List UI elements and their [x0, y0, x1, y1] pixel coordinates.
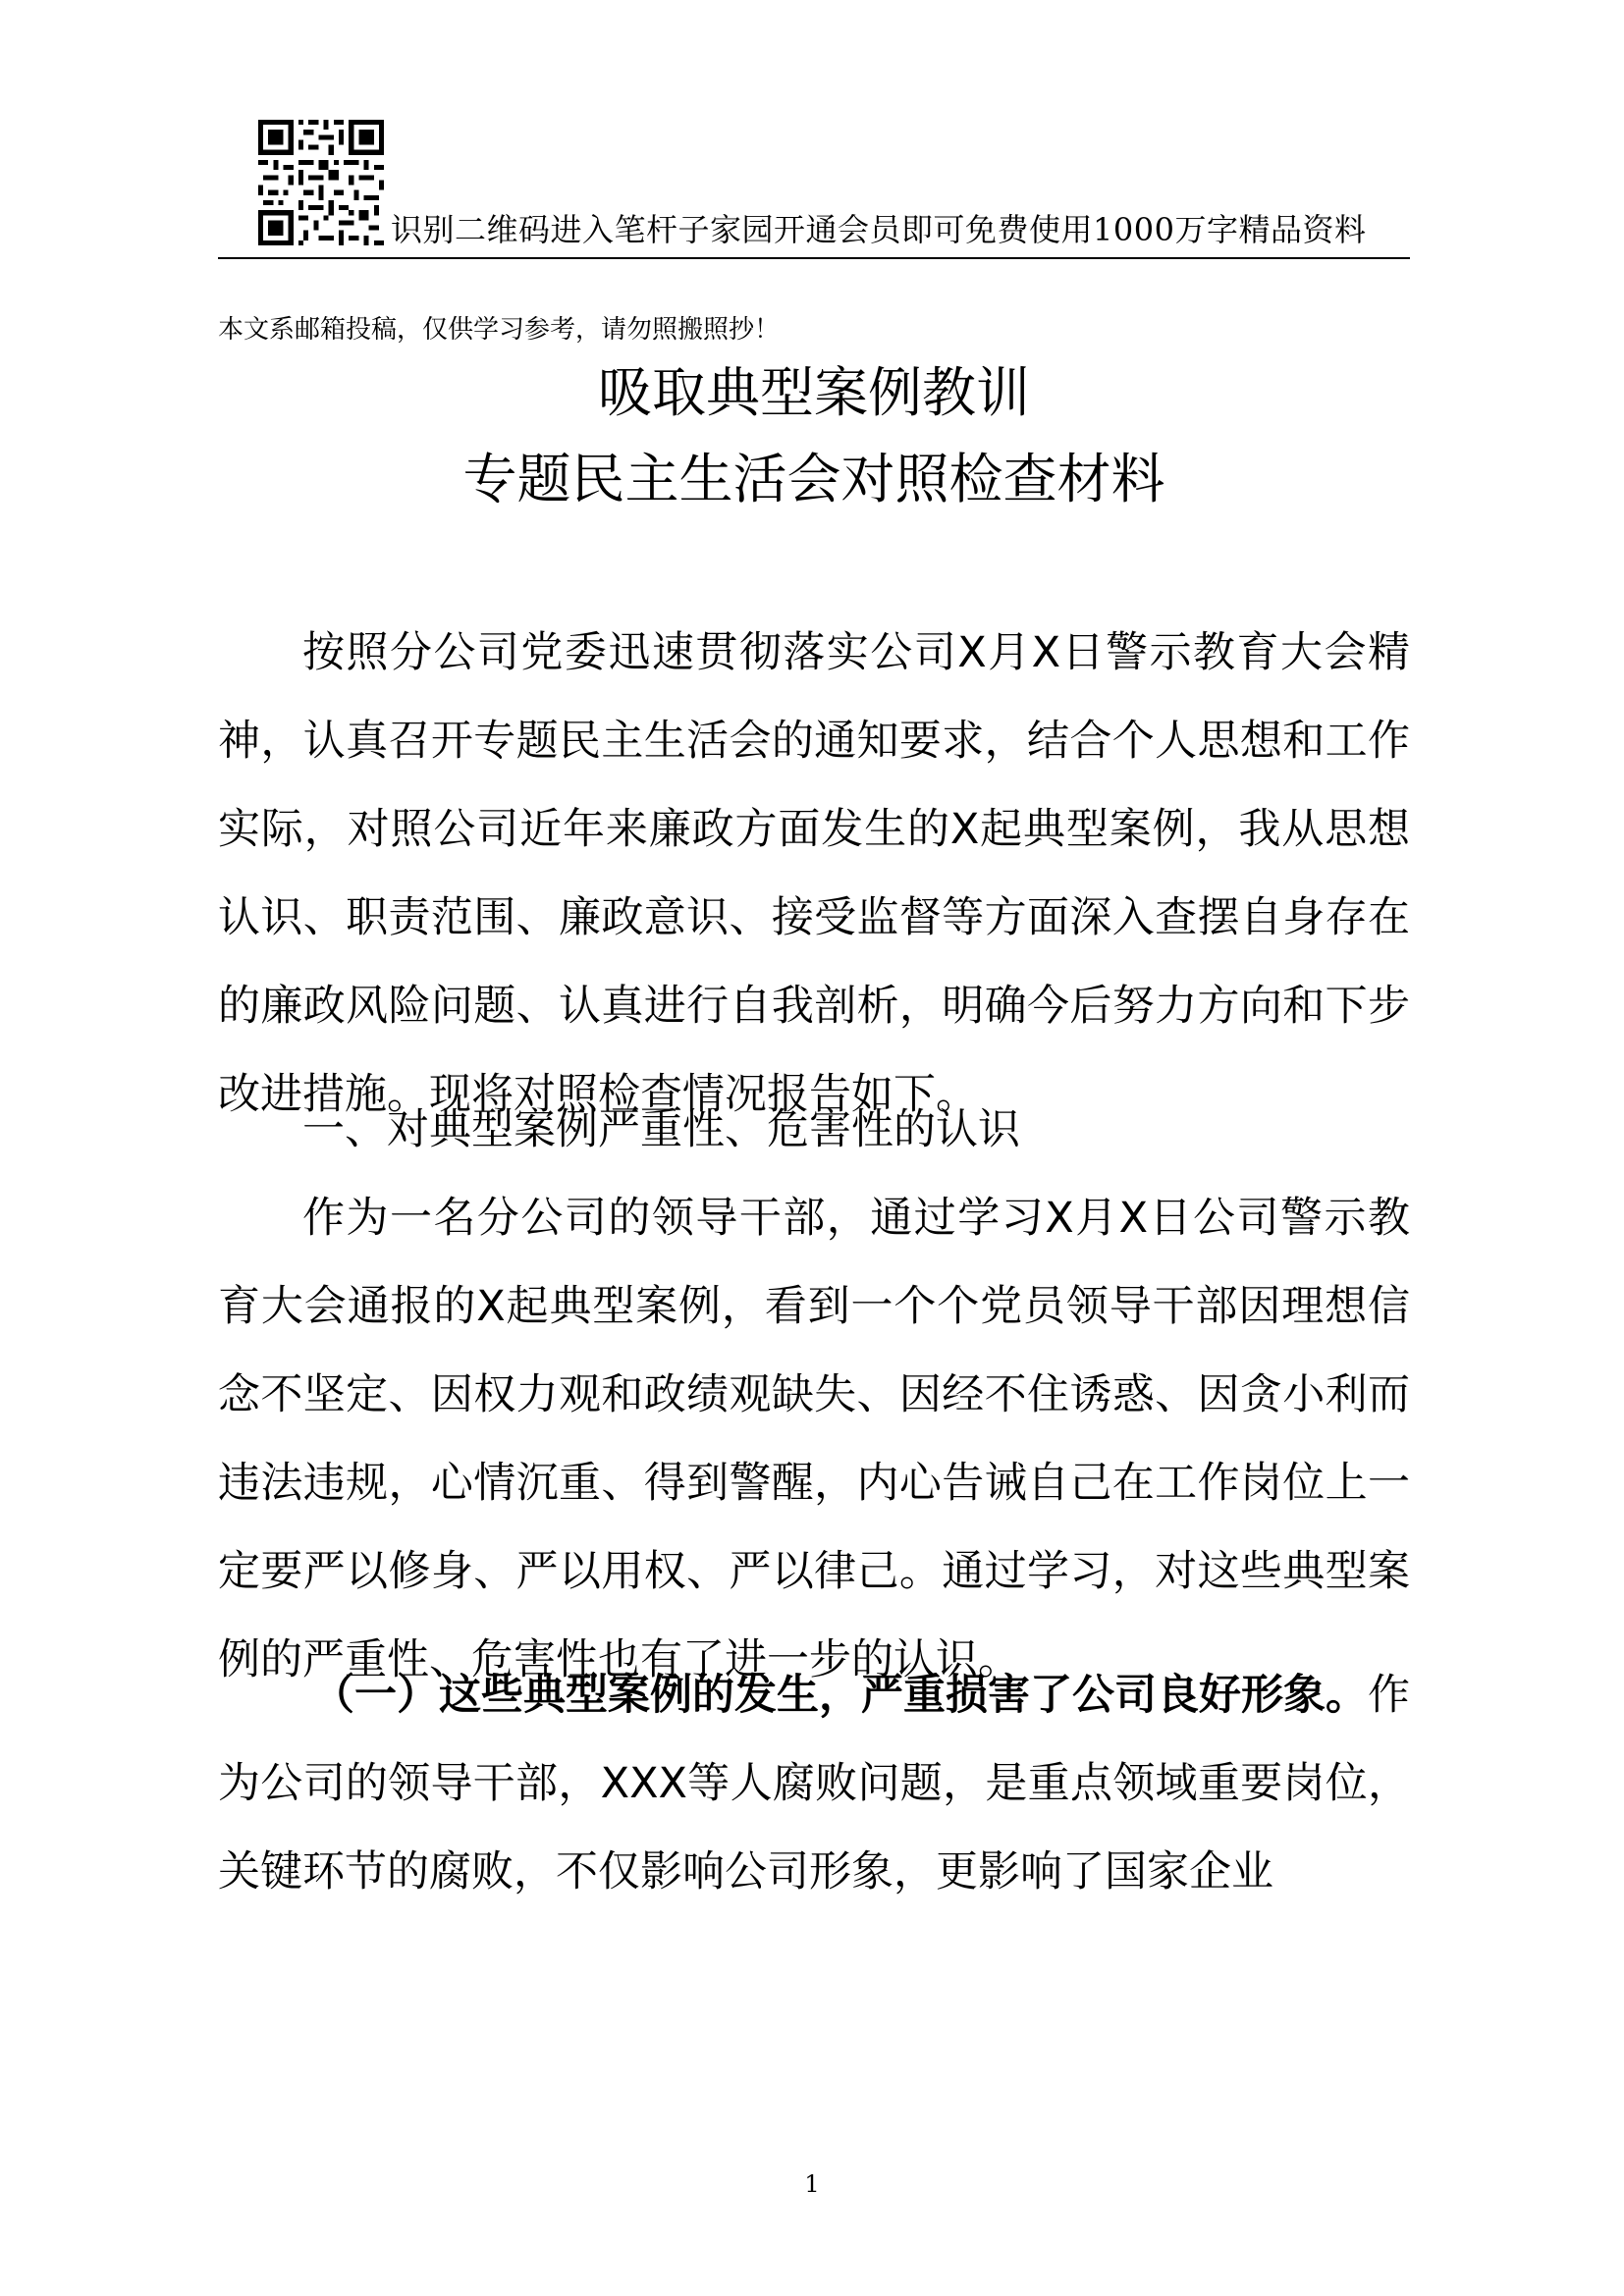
intro-paragraph: 按照分公司党委迅速贯彻落实公司X月X日警示教育大会精神，认真召开专题民主生活会的通知要求，结合个人思想和工作实际，对照公司近年来廉政方面发生的X起典型案例，我从思想认识、职责范围、廉政意识、接受监督等方面深入查摆自身存在的廉政风险问题、认真进行自我剖析，明确今后努力方向和下步改进措施。现将对照检查情况报告如下。: [218, 628, 1410, 1119]
subsection-1-paragraph: [218, 1651, 1410, 1916]
subsection-1-heading: （一）这些典型案例的发生，严重损害了公司良好形象。: [312, 1671, 1368, 1720]
section-1-heading: 一、对典型案例严重性、危害性的认识: [302, 1105, 1020, 1154]
header-divider: [218, 257, 1410, 259]
page-number: 1: [804, 2170, 820, 2198]
subsection-1-text: 作为公司的领导干部，XXX等人腐败问题，是重点领域重要岗位，关键环节的腐败，不仅影响公司形象，更影响了国家企业: [218, 1671, 1410, 1896]
submission-notice: 本文系邮箱投稿，仅供学习参考，请勿照搬照抄！: [218, 315, 781, 345]
section-1-paragraph: 作为一名分公司的领导干部，通过学习X月X日公司警示教育大会通报的X起典型案例，看到一个个党员领导干部因理想信念不坚定、因权力观和政绩观缺失、因经不住诱惑、因贪小利而违法违规，心情沉重、得到警醒，内心告诫自己在工作岗位上一定要严以修身、严以用权、严以律己。通过学习，对这些典型案例的严重性、危害性也有了进一步的认识。: [218, 1194, 1410, 1684]
document-title-line-1: 吸取典型案例教训: [597, 361, 1030, 424]
qr-code: [258, 120, 384, 245]
document-title-line-2: 专题民主生活会对照检查材料: [462, 448, 1165, 510]
header-banner: 识别二维码进入笔杆子家园开通会员即可免费使用1000万字精品资料: [391, 211, 1367, 248]
